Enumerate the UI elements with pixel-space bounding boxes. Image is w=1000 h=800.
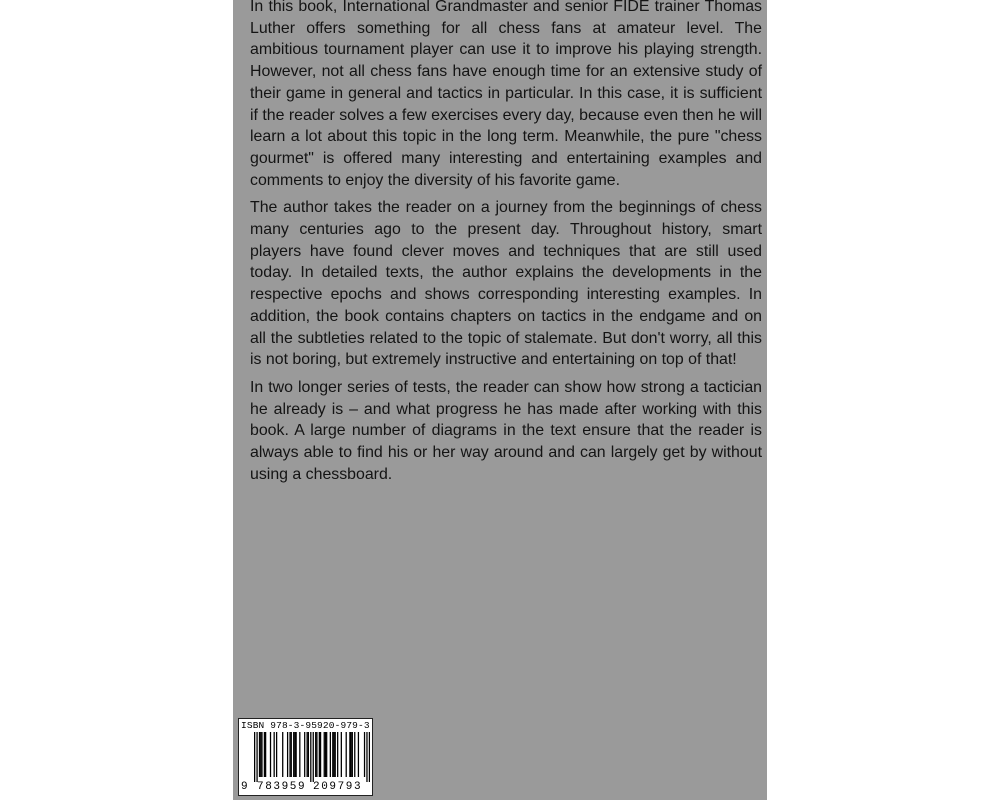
blurb-paragraph-3: In two longer series of tests, the reader can show how strong a tactician he already is – and what progress he has made after working with this book. A large number of diagrams in the text ensure that the reader is always able to find his or her way around and can largely get by without using a chessboard. [250, 378, 762, 483]
barcode-bar [354, 732, 355, 777]
barcode-bar [325, 732, 326, 777]
ean-digits-right: 209793 [313, 781, 363, 793]
barcode-bar [330, 732, 331, 777]
barcode-bar [346, 732, 347, 777]
barcode-bar [289, 732, 290, 777]
barcode-bar [319, 732, 320, 777]
barcode-bar [291, 732, 292, 777]
barcode-bar [313, 732, 314, 782]
barcode-bar [320, 732, 321, 777]
isbn-barcode [238, 718, 373, 796]
barcode-bar [299, 732, 300, 777]
barcode-bar [256, 732, 257, 782]
barcode-bar [296, 732, 297, 777]
blurb-text [250, 0, 762, 491]
barcode-bar [350, 732, 351, 777]
barcode-bar [335, 732, 336, 777]
barcode-bar [259, 732, 260, 777]
barcode-bar [315, 732, 316, 777]
barcode-bar [364, 732, 365, 777]
barcode-bar [260, 732, 261, 777]
ean-digit-lead: 9 [241, 781, 248, 793]
barcode-bar [333, 732, 334, 777]
barcode-bar [341, 732, 342, 777]
barcode-bar [261, 732, 262, 777]
barcode-bars [242, 732, 370, 782]
barcode-bar [264, 732, 265, 777]
barcode-bar [332, 732, 333, 777]
barcode-bar [326, 732, 327, 777]
barcode-bar [308, 732, 309, 777]
ean-digits-left: 783959 [257, 781, 307, 793]
barcode-bar [366, 732, 367, 782]
barcode-bar [276, 732, 277, 777]
barcode-bar [270, 732, 271, 777]
barcode-bar [316, 732, 317, 777]
book-back-cover [233, 0, 767, 800]
barcode-bar [287, 732, 288, 777]
barcode-bar [254, 732, 255, 782]
barcode-bar [337, 732, 338, 777]
blurb-paragraph-1: In this book, International Grandmaster and senior FIDE trainer Thomas Luther offers something for all chess fans at amateur level. The ambitious tournament player can use it to improve his playing strength. However, not all chess fans have enough time for an extensive study of their game in general and tactics in particular. In this case, it is sufficient if the reader solves a few exercises every day, because even then he will learn a lot about this topic in the long term. Meanwhile, the pure "chess gourmet" is offered many interesting and entertaining examples and comments to enjoy the diversity of his favorite game. [250, 0, 763, 189]
blurb-paragraph-2: The author takes the reader on a journey from the beginnings of chess many centuries ago to the present day. Throughout history, smart players have found clever moves and techniques that are still used today. In detailed texts, the author explains the developments in the respective epochs and shows corresponding interesting examples. In addition, the book contains chapters on tactics in the endgame and on all the subtleties related to the topic of stalemate. But don't worry, all this is not boring, but extremely instructive and entertaining on top of that! [250, 199, 762, 369]
barcode-bar [293, 732, 294, 777]
isbn-label: ISBN 978-3-95920-979-3 [241, 720, 370, 731]
barcode-bar [294, 732, 295, 777]
barcode-bar [369, 732, 370, 782]
barcode-bar [304, 732, 305, 777]
barcode-bar [358, 732, 359, 777]
barcode-bar [324, 732, 325, 777]
barcode-bar [282, 732, 283, 777]
barcode-bar [307, 732, 308, 777]
barcode-bar [265, 732, 266, 777]
barcode-bar [310, 732, 311, 782]
barcode-bar [352, 732, 353, 777]
barcode-bar [349, 732, 350, 777]
barcode-bar [274, 732, 275, 777]
